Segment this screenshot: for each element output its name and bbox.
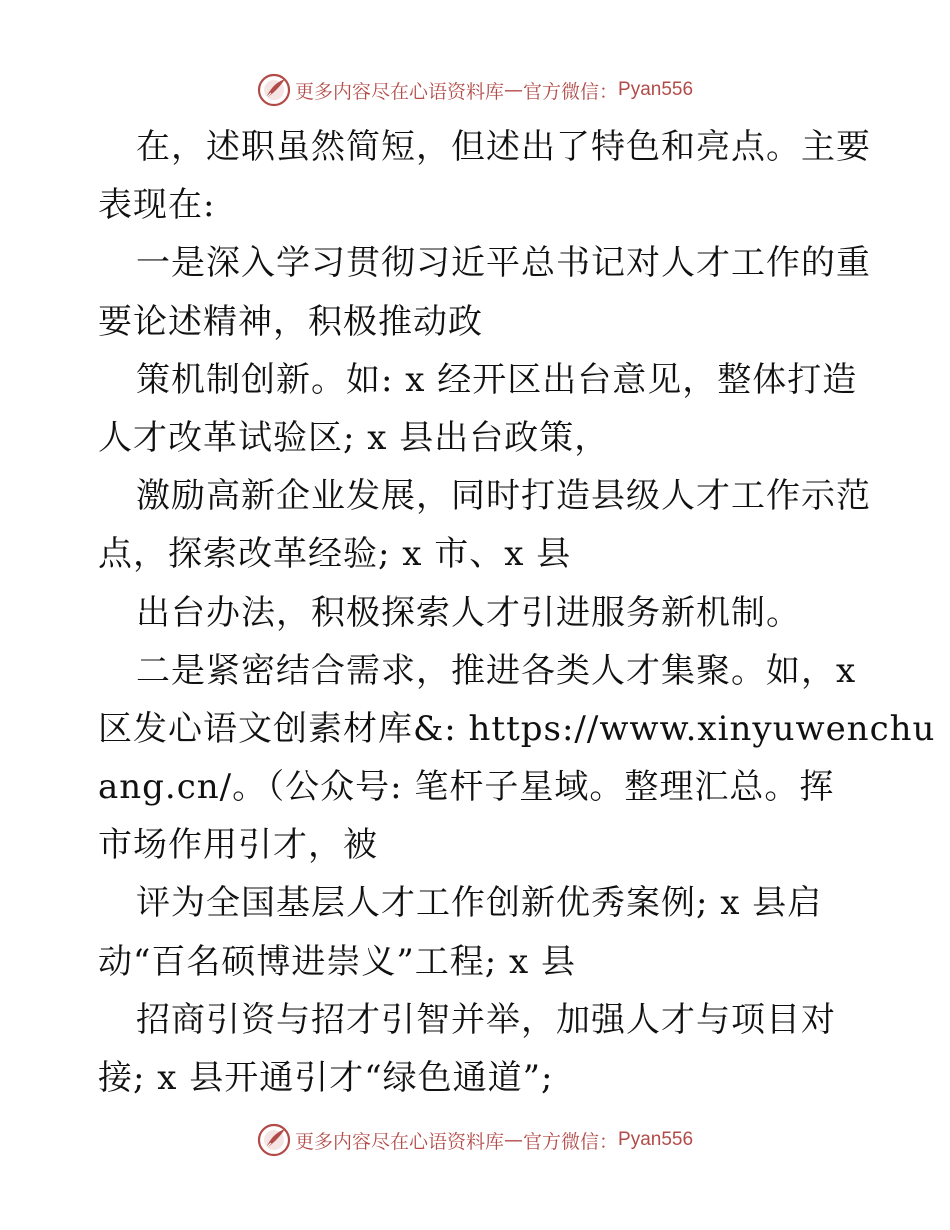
header-colon: ： (599, 80, 619, 103)
body-line: 点，探索改革经验; x 市、x 县 (98, 534, 572, 575)
header-wechat-id: Pyan556 (618, 79, 694, 100)
body-line: 人才改革试验区; x 县出台政策， (98, 417, 610, 458)
body-line: 在，述职虽然简短，但述出了特色和亮点。主要 (136, 127, 871, 167)
header-banner (0, 70, 950, 110)
body-line: ang.cn/。（公众号: 笔杆子星域。整理汇总。挥 (98, 767, 835, 808)
body-line: 激励高新企业发展，同时打造县级人才工作示范 (136, 476, 871, 517)
body-line: 动“百名硕博进崇义”工程; x 县 (98, 941, 577, 982)
footer-promo-text: 更多内容尽在心语资料库 (294, 1130, 504, 1153)
body-line: 出台办法，积极探索人才引进服务新机制。 (136, 592, 801, 633)
footer-dash: — (503, 1129, 523, 1151)
footer-colon: ： (599, 1130, 619, 1153)
document-body (98, 118, 936, 1107)
body-line: 策机制创新。如: x 经开区出台意见，整体打造 (136, 359, 858, 400)
footer-wechat-id: Pyan556 (618, 1129, 694, 1150)
body-line: 一是深入学习贯彻习近平总书记对人才工作的重 (136, 243, 871, 284)
footer-banner (0, 1120, 950, 1160)
quill-logo-icon (257, 1123, 291, 1157)
header-promo-text: 更多内容尽在心语资料库 (294, 80, 504, 103)
body-line: 要论述精神，积极推动政 (98, 301, 483, 342)
body-line: 区发心语文创素材库&: https://www.xinyuwenchu (98, 708, 936, 749)
body-line: 表现在: (98, 185, 216, 226)
body-line: 招商引资与招才引智并举，加强人才与项目对 (136, 999, 836, 1040)
footer-contact-label: 官方微信 (522, 1130, 599, 1153)
header-dash: — (503, 79, 523, 101)
quill-logo-icon (257, 73, 291, 107)
body-line: 评为全国基层人才工作创新优秀案例; x 县启 (136, 883, 823, 924)
body-line: 市场作用引才，被 (98, 825, 378, 866)
body-line: 二是紧密结合需求，推进各类人才集聚。如，x (136, 650, 857, 691)
header-contact-label: 官方微信 (522, 80, 599, 103)
body-line: 接; x 县开通引才“绿色通道”; (98, 1058, 554, 1098)
